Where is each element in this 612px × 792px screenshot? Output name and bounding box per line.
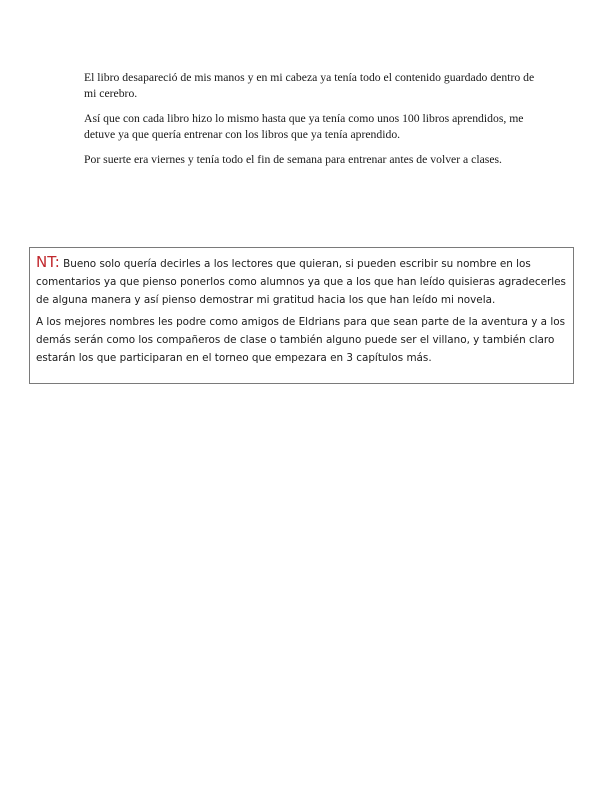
note-paragraph-2: A los mejores nombres les podre como amigos de Eldrians para que sean parte de la aventura y a los demás serán como los compañeros de clase o también alguno puede ser el villano, y también claro estarán los que participaran en el torneo que empezara en 3 capítulos más.: [36, 316, 566, 364]
author-note-box: [29, 247, 574, 384]
story-text: [84, 70, 536, 177]
note-paragraph-1: [36, 253, 567, 309]
note-paragraph-1-text: Bueno solo quería decirles a los lectores que quieran, si pueden escribir su nombre en los comentarios ya que pienso ponerlos como alumnos ya que a los que han leído quisieras agradecerles de alguna manera y así pienso demostrar mi gratitud hacia los que han leído mi novela.: [36, 258, 566, 306]
story-paragraph-2: Así que con cada libro hizo lo mismo hasta que ya tenía como unos 100 libros aprendidos, me detuve ya que quería entrenar con los libros que ya tenía aprendido.: [84, 112, 524, 141]
story-paragraph-1: El libro desapareció de mis manos y en mi cabeza ya tenía todo el contenido guardado dentro de mi cerebro.: [84, 71, 535, 100]
note-label: NT:: [36, 253, 60, 271]
story-paragraph-3: Por suerte era viernes y tenía todo el fin de semana para entrenar antes de volver a clases.: [84, 153, 502, 166]
